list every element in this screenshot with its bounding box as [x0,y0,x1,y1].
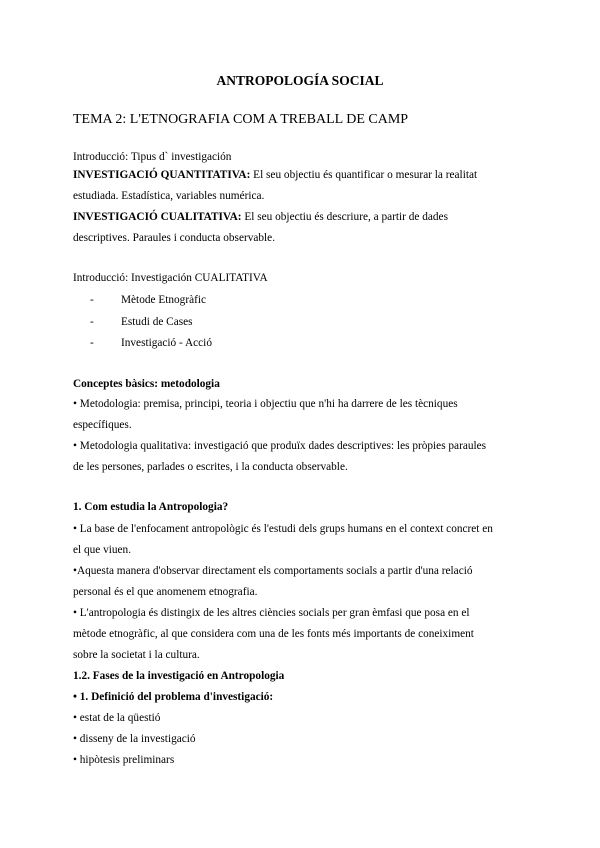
quantitativa-line-2: estudiada. Estadística, variables numérica. [73,190,265,202]
qualitativa-line-2: de les persones, parlades o escrites, i la conducta observable. [73,461,348,473]
quantitativa-text: El seu objectiu és quantificar o mesurar la realitat [250,169,478,181]
intro-tipus: Introducció: Tipus d` investigación [73,151,232,163]
phase-1-heading: • 1. Definició del problema d'investigació: [73,691,274,703]
list-dash: - [90,337,94,349]
cualitativa-label: INVESTIGACIÓ CUALITATIVA: [73,211,242,223]
phase-1-item: • disseny de la investigació [73,733,196,745]
section-1-p2-line-2: personal és el que anomenem etnografia. [73,586,258,598]
method-item: Mètode Etnogràfic [121,294,207,306]
cualitativa-line-2: descriptives. Paraules i conducta observable. [73,232,276,244]
metodologia-line-2: específiques. [73,419,132,431]
qualitativa-line-1: • Metodologia qualitativa: investigació que produïx dades descriptives: les pròpies paraules [73,440,487,452]
tema-heading: TEMA 2: L'ETNOGRAFIA COM A TREBALL DE CAMP [73,112,409,127]
section-1-p3-line-1: • L'antropologia és distingix de les altres ciències socials per gran èmfasi que posa en el [73,607,470,619]
section-1-p1-line-2: el que viuen. [73,544,132,556]
section-1-p3-line-2: mètode etnogràfic, al que considera com una de les fonts més importants de coneiximent [73,628,474,640]
intro-cualitativa: Introducció: Investigación CUALITATIVA [73,272,268,284]
section-1-2-heading: 1.2. Fases de la investigació en Antropologia [73,670,285,682]
concepts-heading: Conceptes bàsics: metodologia [73,378,220,390]
cualitativa-text: El seu objectiu és descriure, a partir de dades [241,211,448,223]
phase-1-item: • estat de la qüestió [73,712,161,724]
document-title: ANTROPOLOGÍA SOCIAL [216,73,384,88]
method-item: Estudi de Cases [121,316,193,328]
metodologia-line-1: • Metodologia: premisa, principi, teoria i objectiu que n'hi ha darrere de les tècniques [73,398,458,410]
method-item: Investigació - Acció [121,337,212,349]
section-1-heading: 1. Com estudia la Antropologia? [73,501,229,513]
phase-1-item: • hipòtesis preliminars [73,754,175,766]
section-1-p1-line-1: • La base de l'enfocament antropològic és l'estudi dels grups humans en el context concret en [73,523,493,535]
quantitativa-label: INVESTIGACIÓ QUANTITATIVA: [73,169,251,181]
quantitativa-line-1 [73,168,477,182]
section-1-p2-line-1: •Aquesta manera d'observar directament els comportaments socials a partir d'una relació [73,565,473,577]
section-1-p3-line-3: sobre la societat i la cultura. [73,649,200,661]
list-dash: - [90,316,94,328]
cualitativa-line-1 [73,210,448,224]
list-dash: - [90,294,94,306]
